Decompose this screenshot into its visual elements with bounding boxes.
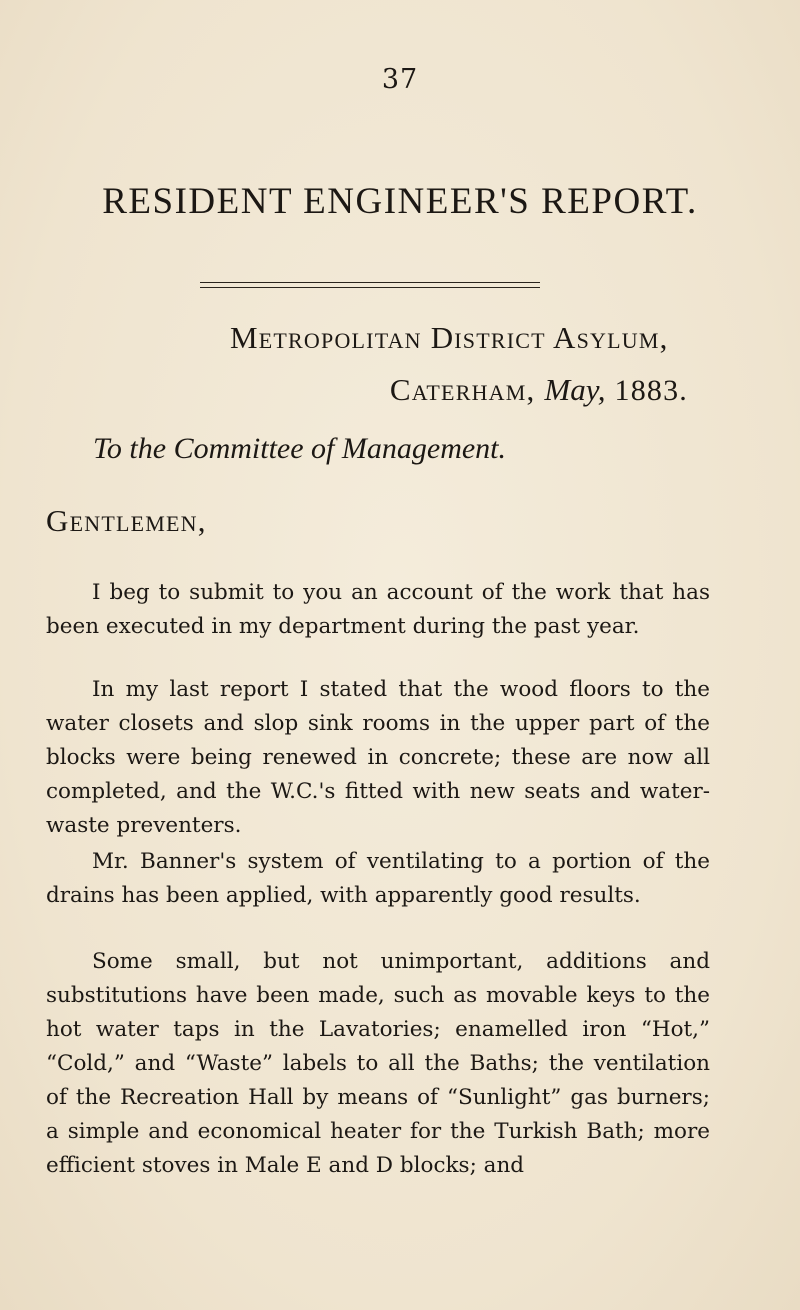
paragraph-1 [46, 576, 710, 644]
addressee: To the Committee of Management. [93, 432, 507, 465]
paragraph-text: Mr. Banner's system of ventilating to a portion of the drains has been applied, with apparently good results. [46, 849, 710, 908]
address-month: May, [544, 372, 606, 407]
paragraph-2 [46, 673, 710, 843]
address-year: 1883. [614, 374, 688, 407]
title-divider [200, 282, 540, 288]
salutation: Gentlemen, [46, 503, 207, 538]
address-place: Caterham, [389, 372, 536, 407]
address-place-date [390, 372, 688, 408]
paragraph-text: Some small, but not unimportant, additions and substitutions have been made, such as movable keys to the hot water taps in the Lavatories; enamelled iron “Hot,” “Cold,” and “Waste” labels to all the Baths; the ventilation of the Recreation Hall by means of “Sunlight” gas burners; a simple and economical heater for the Turkish Bath; more efficient stoves in Male E and D blocks; and [46, 949, 710, 1178]
report-title: RESIDENT ENGINEER'S REPORT. [102, 181, 698, 222]
page-number: 37 [381, 64, 419, 95]
paragraph-4 [46, 945, 710, 1183]
address-institution: Metropolitan District Asylum, [230, 320, 669, 355]
paragraph-text: I beg to submit to you an account of the work that has been executed in my department during the past year. [46, 580, 710, 639]
paragraph-3 [46, 845, 710, 913]
paragraph-text: In my last report I stated that the wood floors to the water closets and slop sink rooms in the upper part of the blocks were being renewed in concrete; these are now all completed, and the W.C.'s fitted with new seats and water-waste preventers. [46, 677, 710, 838]
